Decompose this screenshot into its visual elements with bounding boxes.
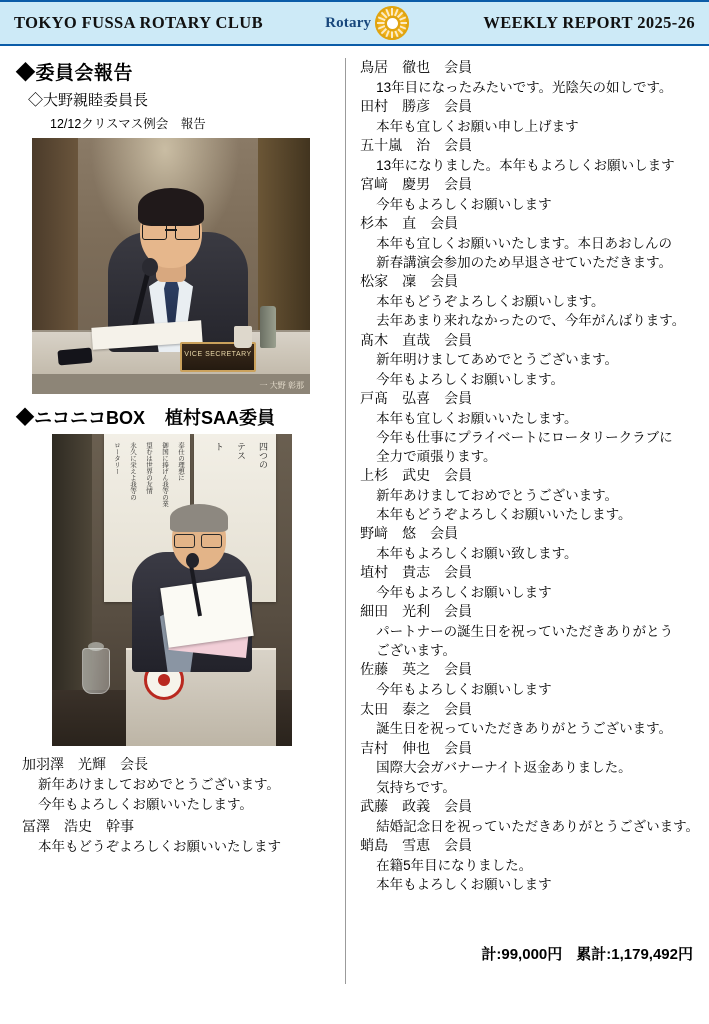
report-entry	[22, 816, 341, 857]
list-item	[360, 175, 699, 214]
list-item	[360, 524, 699, 563]
list-item	[360, 660, 699, 699]
entry-name: 野﨑 悠 会員	[360, 525, 459, 542]
report-entry-line: 新年あけましておめでとうございます。	[38, 777, 280, 792]
list-item	[360, 58, 699, 97]
report-entry	[22, 754, 341, 816]
left-reports	[16, 754, 341, 857]
entry-name: 蛸島 雪恵 会員	[360, 836, 473, 853]
page-header	[0, 0, 709, 46]
entry-line: 本年もよろしくお願い致します。	[376, 546, 578, 562]
list-item	[360, 214, 699, 272]
entry-line: 本年もどうぞよろしくお願いします。	[376, 294, 605, 310]
entry-name: 細田 光利 会員	[360, 603, 473, 620]
photo2-banner-left-line2: 御国に捧げん我等の業	[161, 442, 168, 507]
photo2-banner-left-line3: 望むは世界の友情	[145, 442, 152, 494]
photo2-banner-left-line4: 永久に栄えよ我等の	[129, 442, 136, 501]
photo2-banner-left-line1: 奉仕の理想に	[177, 442, 184, 481]
section-committee-detail: 12/12クリスマス例会 報告	[50, 117, 206, 131]
entry-name: 五十嵐 治 会員	[360, 137, 473, 154]
entry-name: 杉本 直 会員	[360, 215, 459, 232]
document-body	[0, 46, 709, 1024]
list-item	[360, 797, 699, 836]
cumulative-value: 1,179,492円	[611, 946, 693, 963]
entry-line: 去年あまり来れなかったので、今年がんばります。	[376, 313, 686, 329]
photo-committee-report	[32, 138, 310, 394]
entry-line: 結婚記念日を祝っていただきありがとうございます。	[376, 818, 699, 834]
photo2-microphone-head	[186, 553, 199, 568]
section-committee-report-title: ◆委員会報告	[16, 63, 134, 84]
list-item	[360, 602, 699, 660]
entry-line: 今年もよろしくお願いします	[376, 196, 552, 212]
photo2-papers	[160, 576, 254, 647]
entry-line: 全力で頑張ります。	[376, 448, 497, 464]
entry-line: 誕生日を祝っていただきありがとうございます。	[376, 721, 672, 737]
photo1-speaker-hair	[138, 188, 204, 226]
photo1-caption: 一 大野 彰那	[259, 381, 304, 390]
right-column	[356, 56, 699, 1024]
report-entry-name: 冨澤 浩史 幹事	[22, 817, 134, 834]
photo1-nameplate-text: VICE SECRETARY	[184, 351, 252, 358]
photo-nikoniko-box	[52, 434, 292, 746]
list-item	[360, 136, 699, 175]
report-title: WEEKLY REPORT 2025-26	[483, 13, 695, 32]
rotary-wordmark: Rotary	[325, 14, 372, 31]
entry-line: 本年も宜しくお願いいたします。本日あおしんの	[376, 236, 672, 251]
list-item	[360, 97, 699, 136]
rotary-logo	[325, 6, 409, 40]
list-item	[360, 466, 699, 524]
list-item	[360, 739, 699, 797]
list-item	[360, 331, 699, 389]
photo1-phone	[57, 348, 92, 366]
entry-line: 13年になりました。本年もよろしくお願いします	[376, 157, 675, 173]
entry-line: 今年もよろしくお願いします	[376, 585, 552, 601]
entry-line: 新年あけましておめでとうございます。	[376, 487, 618, 503]
entry-line: 本年もよろしくお願いします	[376, 876, 552, 892]
entry-line: 新年明けましてあめでとうございます。	[376, 352, 618, 368]
nikoniko-entries	[360, 56, 699, 894]
entry-name: 戸髙 弘喜 会員	[360, 389, 473, 406]
entry-line: 今年もよろしくお願いします	[376, 682, 552, 698]
entry-line: 気持ちです。	[376, 779, 456, 795]
photo1-bottle	[260, 306, 276, 348]
photo2-banner-right-line1: 四つの	[258, 442, 268, 469]
entry-name: 佐藤 英之 会員	[360, 661, 473, 678]
report-entry-name: 加羽澤 光輝 会長	[22, 756, 148, 772]
totals-row	[481, 943, 693, 964]
entry-name: 埴村 貴志 会員	[360, 564, 473, 581]
section-nikoniko-person: 植村SAA委員	[165, 408, 276, 428]
list-item	[360, 563, 699, 602]
total-label: 計:	[481, 946, 502, 963]
entry-line: 本年も宜しくお願い申し上げます	[376, 118, 579, 134]
entry-name: 吉村 伸也 会員	[360, 739, 473, 756]
entry-name: 上杉 武史 会員	[360, 467, 473, 484]
section-nikoniko-label: ◆ニコニコBOX	[16, 408, 146, 428]
photo2-banner-left-line5: ロータリー	[113, 442, 120, 475]
entry-line: パートナーの誕生日を祝っていただきありがとう	[376, 624, 674, 640]
list-item	[360, 272, 699, 330]
entry-name: 宮﨑 慶男 会員	[360, 176, 473, 193]
entry-line: 新春講演会参加のため早退させていただきます。	[376, 255, 672, 271]
entry-line: 今年もよろしくお願いします。	[376, 371, 564, 387]
total-value: 99,000円	[501, 946, 563, 963]
club-name: TOKYO FUSSA ROTARY CLUB	[14, 13, 263, 32]
entry-line: 13年目になったみたいです。光陰矢の如しです。	[376, 79, 673, 95]
report-entry-line: 今年もよろしくお願いいたします。	[38, 797, 253, 813]
cumulative-label: 累計:	[576, 946, 612, 963]
entry-line: 国際大会ガバナーナイト返金ありました。	[376, 760, 632, 776]
photo1-microphone-head	[142, 258, 158, 276]
entry-name: 松家 凜 会員	[360, 273, 459, 290]
section-nikoniko-title	[16, 404, 341, 430]
entry-name: 太田 泰之 会員	[360, 700, 473, 717]
photo2-glass-vase	[82, 648, 110, 694]
photo2-speaker-glasses	[174, 534, 222, 546]
entry-name: 田村 勝彦 会員	[360, 98, 473, 115]
photo1-cup	[234, 326, 252, 348]
photo2-banner-right-line3: ト	[214, 442, 224, 451]
entry-line: 本年も宜しくお願いいたします。	[376, 410, 578, 426]
list-item	[360, 836, 699, 894]
rotary-wheel-icon	[375, 6, 409, 40]
left-column	[10, 56, 341, 1024]
photo1-speaker-glasses	[142, 223, 200, 238]
list-item	[360, 700, 699, 739]
entry-name: 髙木 直哉 会員	[360, 331, 473, 348]
list-item	[360, 389, 699, 466]
section-committee-chair: ◇大野親睦委員長	[28, 92, 149, 109]
entry-line: 本年もどうぞよろしくお願いいたします。	[376, 507, 632, 523]
entry-line: 在籍5年目になりました。	[376, 857, 533, 873]
photo2-banner-right-line2: テス	[236, 442, 246, 460]
entry-line: ございます。	[376, 643, 456, 659]
entry-line: 今年も仕事にプライベートにロータリークラブに	[376, 429, 673, 445]
photo2-speaker-hair	[170, 504, 228, 532]
column-divider	[345, 58, 346, 984]
entry-name: 鳥居 徹也 会員	[360, 59, 473, 75]
entry-name: 武藤 政義 会員	[360, 797, 473, 814]
report-entry-line: 本年もどうぞよろしくお願いいたします	[38, 838, 281, 854]
